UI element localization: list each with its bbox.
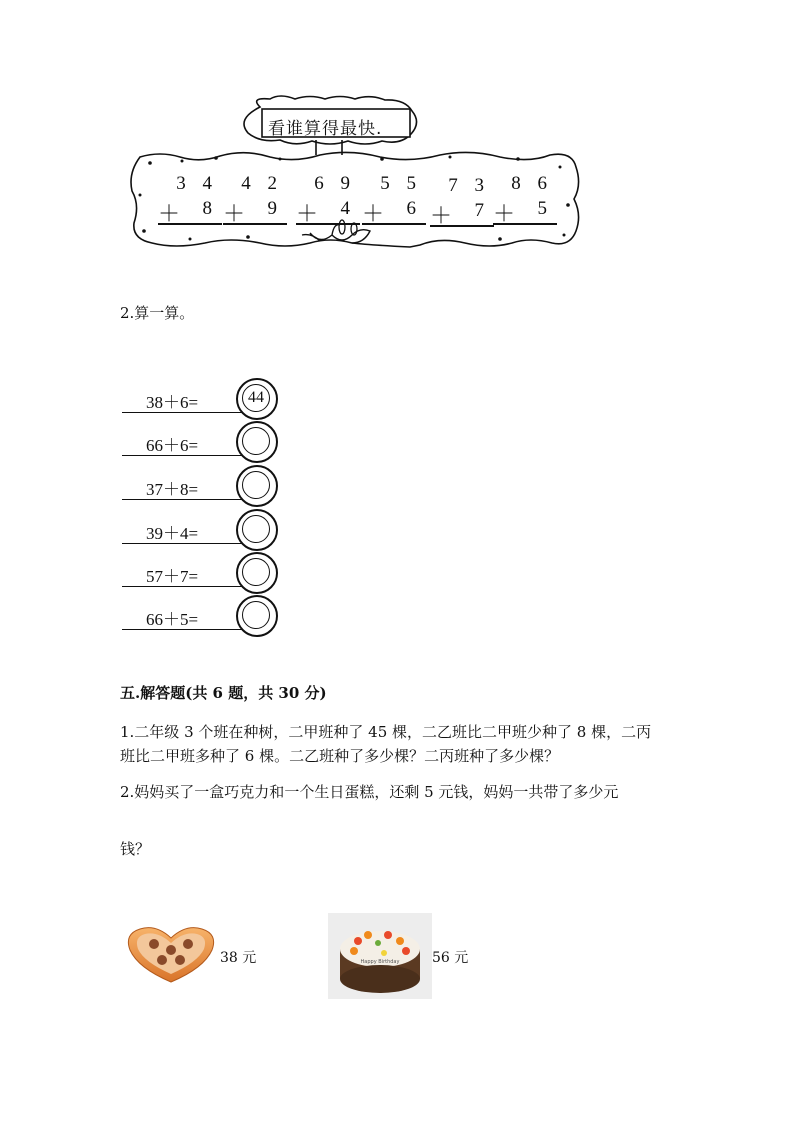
equation-underline (122, 543, 242, 544)
section-heading: 五.解答题(共 6 题，共 30 分) (120, 684, 327, 702)
answer-value (242, 471, 270, 499)
answer-circle-icon[interactable] (236, 421, 278, 463)
plus-sign: ＋ (493, 201, 516, 226)
chocolate-box-icon (124, 924, 218, 986)
sum-line (223, 223, 287, 225)
plus-sign: ＋ (158, 201, 181, 226)
plus-sign: ＋ (430, 203, 453, 228)
equation-row (122, 378, 282, 422)
equation-underline (122, 629, 242, 630)
answer-circle-icon[interactable] (236, 465, 278, 507)
equation-row (122, 509, 282, 553)
equation-expression: 38＋6= (146, 393, 199, 412)
answer-circle-icon[interactable] (236, 378, 278, 420)
equation-expression: 39＋4= (146, 524, 199, 543)
problem-top-number: 4 2 (241, 173, 283, 194)
question-2-line-2: 钱？ (120, 840, 151, 858)
problem-top-number: 3 4 (176, 173, 218, 194)
equation-row (122, 421, 282, 465)
equation-underline (122, 499, 242, 500)
answer-value (242, 427, 270, 455)
sum-line (430, 225, 494, 227)
question-1-line-2: 班比二甲班多种了 6 棵。二乙班种了多少棵？二丙班种了多少棵？ (120, 747, 560, 765)
equation-underline (122, 455, 242, 456)
answer-value: 44 (242, 384, 270, 412)
cake-price: 56 元 (432, 950, 469, 966)
sum-line (493, 223, 557, 225)
equation-expression: 57＋7= (146, 567, 199, 586)
banner-sign-text: 看谁算得最快. (268, 119, 383, 139)
plus-sign: ＋ (362, 201, 385, 226)
equation-expression: 37＋8= (146, 480, 199, 499)
answer-circle-icon[interactable] (236, 509, 278, 551)
answer-value (242, 558, 270, 586)
equation-row (122, 465, 282, 509)
problem-top-number: 6 9 (314, 173, 356, 194)
problem-bottom-number: 4 (340, 198, 350, 219)
plus-sign: ＋ (223, 201, 246, 226)
answer-circle-icon[interactable] (236, 552, 278, 594)
problem-bottom-number: 9 (267, 198, 277, 219)
question-2-line-1: 2.妈妈买了一盒巧克力和一个生日蛋糕，还剩 5 元钱，妈妈一共带了多少元 (120, 783, 619, 801)
problem-top-number: 5 5 (380, 173, 422, 194)
problem-bottom-number: 7 (474, 200, 484, 221)
problem-bottom-number: 8 (202, 198, 212, 219)
cake-icon (328, 913, 432, 999)
problem-top-number: 7 3 (448, 175, 490, 196)
plus-sign: ＋ (296, 201, 319, 226)
answer-value (242, 515, 270, 543)
answer-value (242, 601, 270, 629)
sum-line (158, 223, 222, 225)
question-1-line-1: 1.二年级 3 个班在种树，二甲班种了 45 棵，二乙班比二甲班少种了 8 棵，二丙 (120, 723, 652, 741)
equation-row (122, 595, 282, 639)
equation-underline (122, 412, 242, 413)
sum-line (296, 223, 360, 225)
chocolate-price: 38 元 (220, 950, 257, 966)
section-title: 2.算一算。 (120, 304, 195, 322)
answer-circle-icon[interactable] (236, 595, 278, 637)
problem-top-number: 8 6 (511, 173, 553, 194)
cake-inscription: Happy Birthday (360, 959, 400, 965)
problem-bottom-number: 5 (537, 198, 547, 219)
equation-row (122, 552, 282, 596)
equation-expression: 66＋6= (146, 436, 199, 455)
sum-line (362, 223, 426, 225)
equation-expression: 66＋5= (146, 610, 199, 629)
problem-bottom-number: 6 (406, 198, 416, 219)
equation-underline (122, 586, 242, 587)
